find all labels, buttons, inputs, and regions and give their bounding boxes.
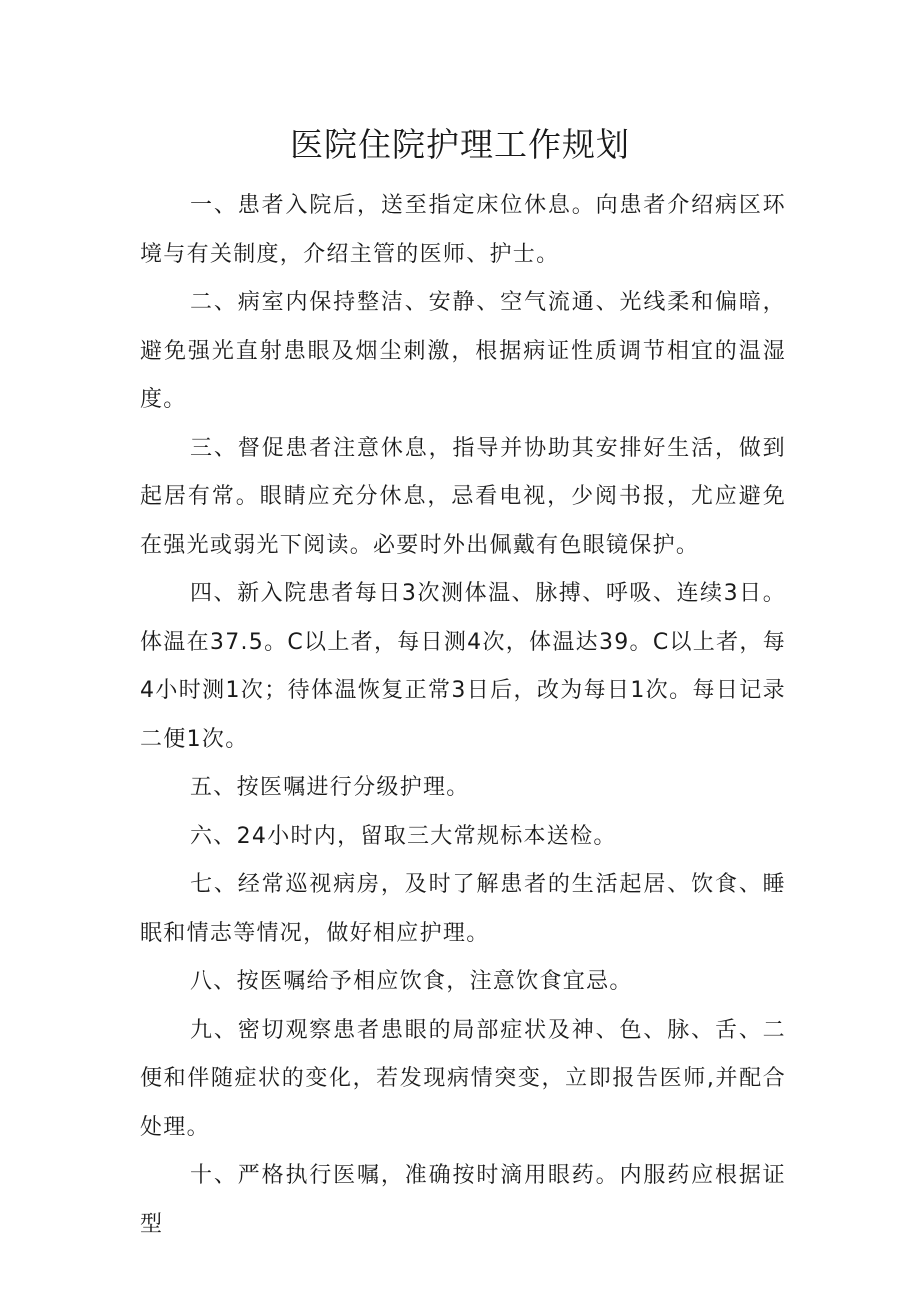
paragraph-6: 六、24小时内，留取三大常规标本送检。 [190,823,617,849]
paragraph-10: 十、严格执行医嘱，准确按时滴用眼药。内服药应根据证型 [140,1163,786,1237]
document-body [140,182,786,1249]
paragraph-3: 三、督促患者注意休息，指导并协助其安排好生活，做到起居有常。眼睛应充分休息，忌看电视，少阅书报，尤应避免在强光或弱光下阅读。必要时外出佩戴有色眼镜保护。 [140,435,786,558]
paragraph-9: 九、密切观察患者患眼的局部症状及神、色、脉、舌、二便和伴随症状的变化，若发现病情突变，立即报告医师,并配合处理。 [140,1017,786,1140]
paragraph-2: 二、病室内保持整洁、安静、空气流通、光线柔和偏暗，避免强光直射患眼及烟尘刺激，根据病证性质调节相宜的温湿度。 [140,290,786,412]
paragraph-7: 七、经常巡视病房，及时了解患者的生活起居、饮食、睡眠和情志等情况，做好相应护理。 [140,872,786,946]
paragraph-8: 八、按医嘱给予相应饮食，注意饮食宜忌。 [190,969,633,994]
document-title: 医院住院护理工作规划 [290,125,630,164]
paragraph-1: 一、患者入院后，送至指定床位休息。向患者介绍病区环境与有关制度，介绍主管的医师、护士。 [140,193,786,267]
paragraph-5: 五、按医嘱进行分级护理。 [190,775,470,800]
paragraph-4: 四、新入院患者每日3次测体温、脉搏、呼吸、连续3日。体温在37.5。C以上者，每日测4次，体温达39。C以上者，每4小时测1次；待体温恢复正常3日后，改为每日1次。每日记录二便1次。 [140,581,786,752]
